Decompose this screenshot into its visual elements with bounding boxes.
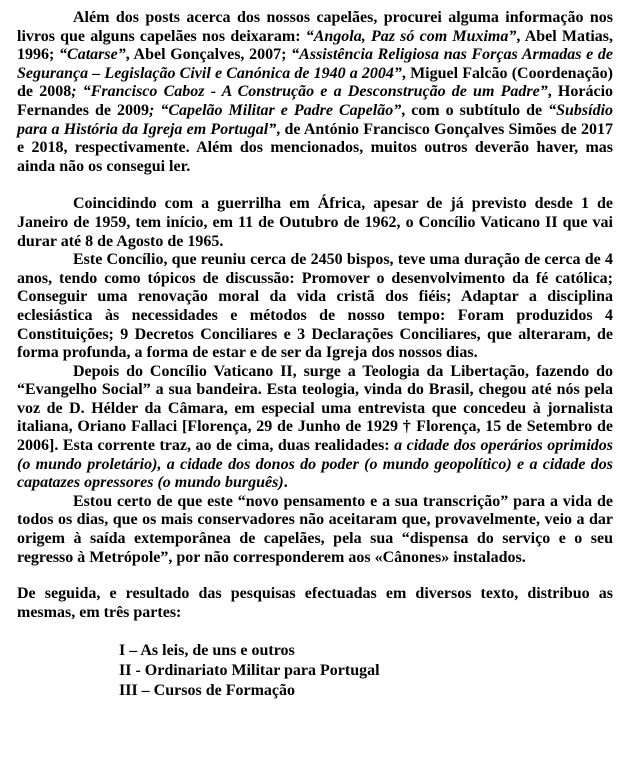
text-run: , Miguel Falcão (Coordenação) de 2008 — [17, 64, 614, 101]
book-title-angola: “Angola, Paz só com Muxima” — [305, 27, 517, 45]
text-run: , de António Francisco Gonçalves Simões de 2017 e 2018, respectivamente. Além dos mencionados, muitos outros deverão haver, mas ainda não os consegui ler. — [17, 120, 614, 175]
paragraph-council-topics: Este Concílio, que reuniu cerca de 2450 bispos, teve uma duração de cerca de 4 anos, tendo como tópicos de discussão: Promover o desenvolvimento da fé católica; Conseguir uma renovação moral da vida cristã dos fiéis; Adaptar a disciplina eclesiástica às necessidades e métodos de nosso tempo: Foram produzidos 4 Constituições; 9 Decretos Conciliares e 3 Declarações Conciliares, que alteraram, de forma profunda, a forma de estar e de ser da Igreja dos nossos dias. — [17, 251, 613, 362]
list-item: III – Cursos de Formação — [119, 682, 295, 700]
text-run: , com o subtítulo de — [401, 101, 549, 119]
text-run: , Horácio Fernandes de 2009 — [17, 83, 614, 119]
book-title-catarse: “Catarse” — [59, 46, 126, 64]
document-page — [17, 9, 613, 701]
book-title-capelao: ; “Capelão Militar e Padre Capelão” — [149, 101, 402, 119]
paragraph-new-thinking: Estou certo de que este “novo pensamento e a sua transcrição” para a vida de todos os dias, que os mais conservadores não aceitaram que, provavelmente, veio a dar origem à saída extemporânea de capelães, pela sua “dispensa do serviço e o seu regresso à Metrópole”, por não corresponderem aos «Cânones» instalados. — [17, 492, 613, 566]
text-run: , Abel Matias, 1996; — [17, 27, 614, 64]
parts-list — [119, 641, 613, 701]
italic-realities: a cidade dos operários oprimidos (o mundo proletário), a cidade dos donos do poder (o mundo geopolítico) e a cidade dos capatazes opressores (o mundo burguês) — [17, 437, 614, 492]
text-run: Além dos posts acerca dos nossos capelães, procurei alguma informação nos livros que alguns capelães nos deixaram: — [17, 9, 613, 45]
paragraph-vatican-start: Coincidindo com a guerrilha em África, apesar de já previsto desde 1 de Janeiro de 1959, tem início, em 11 de Outubro de 1962, o Concílio Vaticano II que vai durar até 8 de Agosto de 1965. — [17, 195, 613, 250]
text-run: Depois do Concílio Vaticano II, surge a Teologia da Libertação, fazendo do “Evangelho Social” a sua bandeira. Esta teologia, vinda do Brasil, chegou até nós pela voz de D. Hélder da Câmara, em especial uma entrevista que concedeu à jornalista italiana, Oriano Fallaci [Florença, 29 de Junho de 1929 † Florença, 15 de Setembro de 2006]. Esta corrente traz, ao de cima, duas realidades: — [17, 362, 613, 455]
book-title-caboz: ; “Francisco Caboz - A Construção e a Desconstrução de um Padre” — [71, 83, 548, 101]
paragraph-intro — [17, 9, 613, 176]
list-item: II - Ordinariato Militar para Portugal — [119, 662, 380, 680]
text-run: , Abel Gonçalves, 2007; — [125, 46, 292, 64]
book-subtitle-subsidio: “Subsídio para a História da Igreja em Portugal” — [17, 101, 614, 138]
paragraph-liberation-theology — [17, 363, 613, 493]
paragraph-gap — [17, 622, 613, 641]
paragraph-parts-intro: De seguida, e resultado das pesquisas efectuadas em diversos texto, distribuo as mesmas, em três partes: — [17, 585, 613, 621]
book-title-assistencia: “Assistência Religiosa nas Forças Armadas e de Segurança – Legislação Civil e Canónica de 1940 a 2004” — [17, 46, 614, 82]
list-item: I – As leis, de uns e outros — [119, 642, 295, 660]
text-run: . — [283, 474, 288, 492]
paragraph-gap — [17, 176, 613, 195]
paragraph-gap — [17, 567, 613, 585]
